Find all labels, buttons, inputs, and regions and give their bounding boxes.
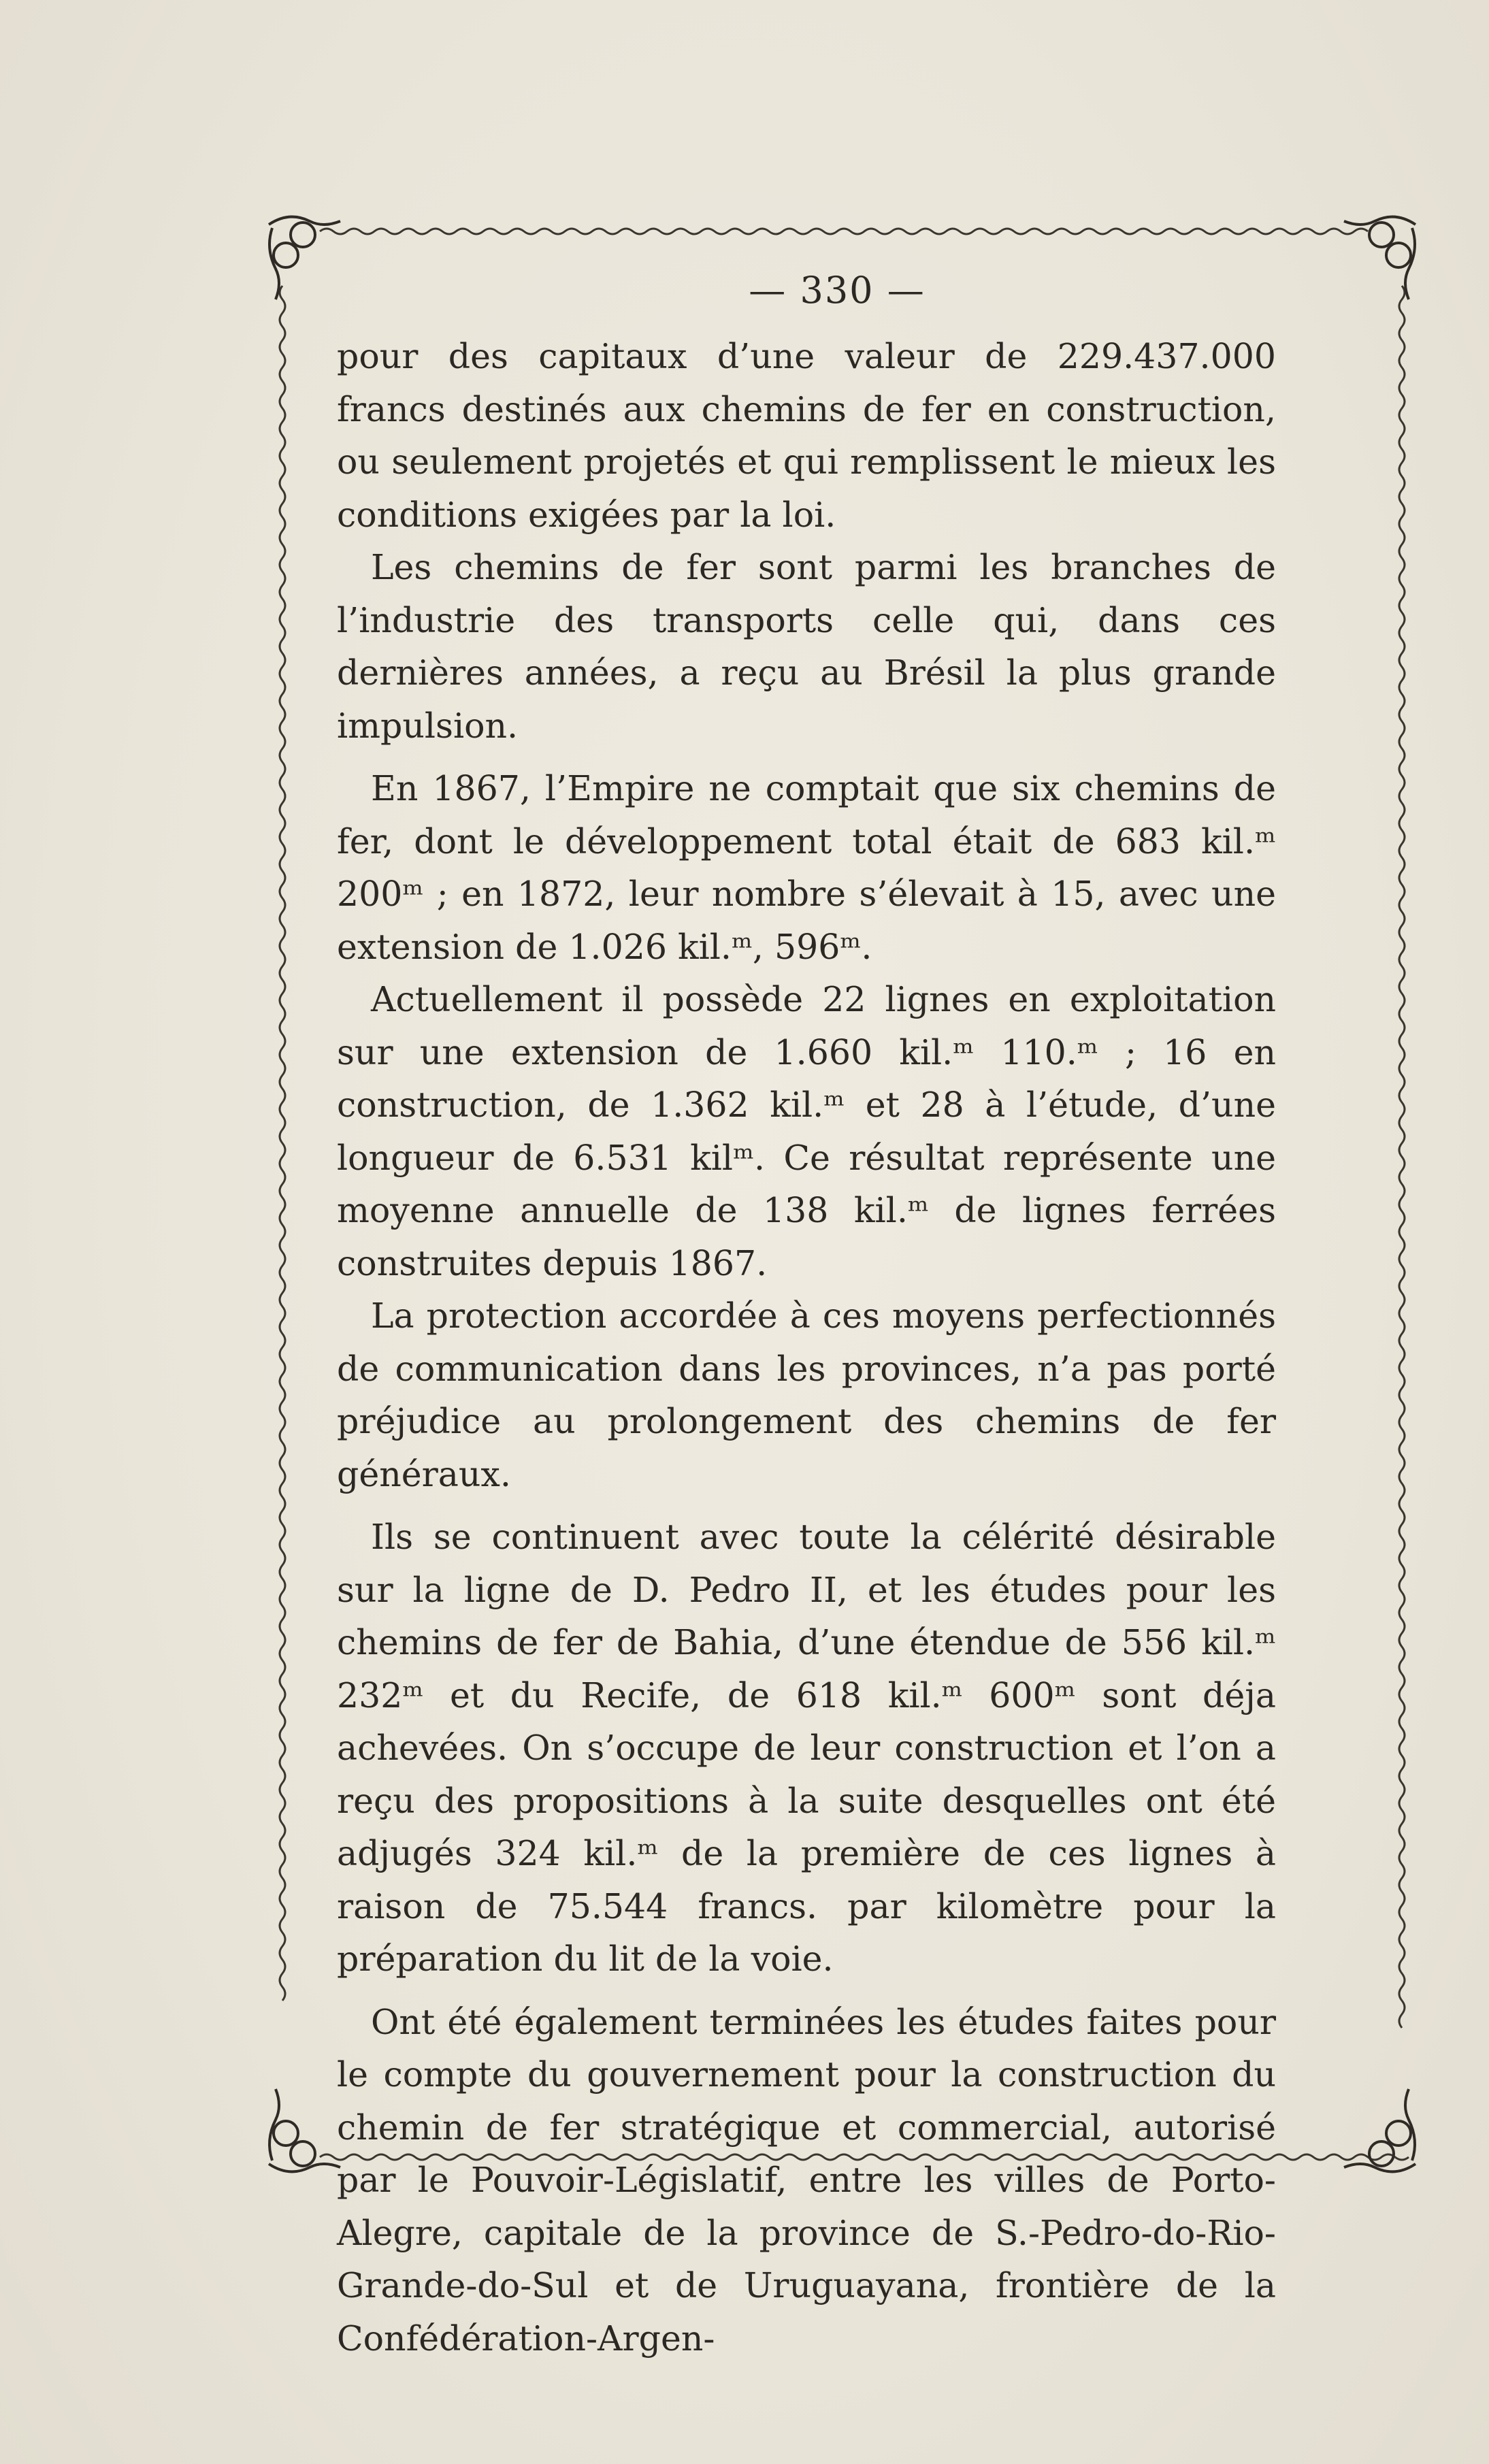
paragraph-7: Ont été également terminées les études faites pour le compte du gouvernement pour la construction du chemin de fer stratégique et commercial, autorisé par le Pouvoir-Législatif, entre les villes de Porto-Alegre, capitale de la province de S.-Pedro-do-Rio-Grande-do-Sul et de Uruguayana, frontière de la Confédération-Argen-	[337, 2001, 1276, 2359]
paragraph-4: Actuellement il possède 22 lignes en exploitation sur une extension de 1.660 kil.ᵐ 110.ᵐ ; 16 en construction, de 1.362 kil.ᵐ et 28 à l’étude, d’une longueur de 6.531 kilᵐ. Ce résultat représente une moyenne annuelle de 138 kil.ᵐ de lignes ferrées construites depuis 1867.	[337, 979, 1276, 1283]
paragraph-5: La protection accordée à ces moyens perfectionnés de communication dans les provinces, n’a pas porté préjudice au prolongement des chemins de fer généraux.	[337, 1296, 1276, 1494]
ornamental-frame	[245, 204, 1429, 2359]
left-wave-line	[280, 286, 285, 2001]
top-wave-line	[320, 229, 1368, 234]
paragraph-2: Les chemins de fer sont parmi les branches de l’industrie des transports celle qui, dans ces dernières années, a reçu au Brésil la plus grande impulsion.	[337, 547, 1276, 746]
page-number: — 330 —	[749, 269, 926, 312]
paragraph-1: pour des capitaux d’une valeur de 229.437.000 francs destinés aux chemins de fer en construction, ou seulement projetés et qui remplissent le mieux les conditions exigées par la loi.	[337, 336, 1276, 535]
paragraph-3: En 1867, l’Empire ne comptait que six chemins de fer, dont le développement total était de 683 kil.ᵐ 200ᵐ ; en 1872, leur nombre s’élevait à 15, avec une extension de 1.026 kil.ᵐ, 596ᵐ.	[337, 768, 1276, 967]
corner-ornament-bottom-left	[269, 2089, 340, 2171]
paragraph-6: Ils se continuent avec toute la célérité désirable sur la ligne de D. Pedro II, et les études pour les chemins de fer de Bahia, d’une étendue de 556 kil.ᵐ 232ᵐ et du Recife, de 618 kil.ᵐ 600ᵐ sont déja achevées. On s’occupe de leur construction et l’on a reçu des propositions à la suite desquelles ont été adjugés 324 kil.ᵐ de la première de ces lignes à raison de 75.544 francs. par kilomètre pour la préparation du lit de la voie.	[337, 1517, 1276, 1979]
right-wave-line	[1399, 286, 1405, 2028]
body-text	[337, 330, 1276, 2365]
